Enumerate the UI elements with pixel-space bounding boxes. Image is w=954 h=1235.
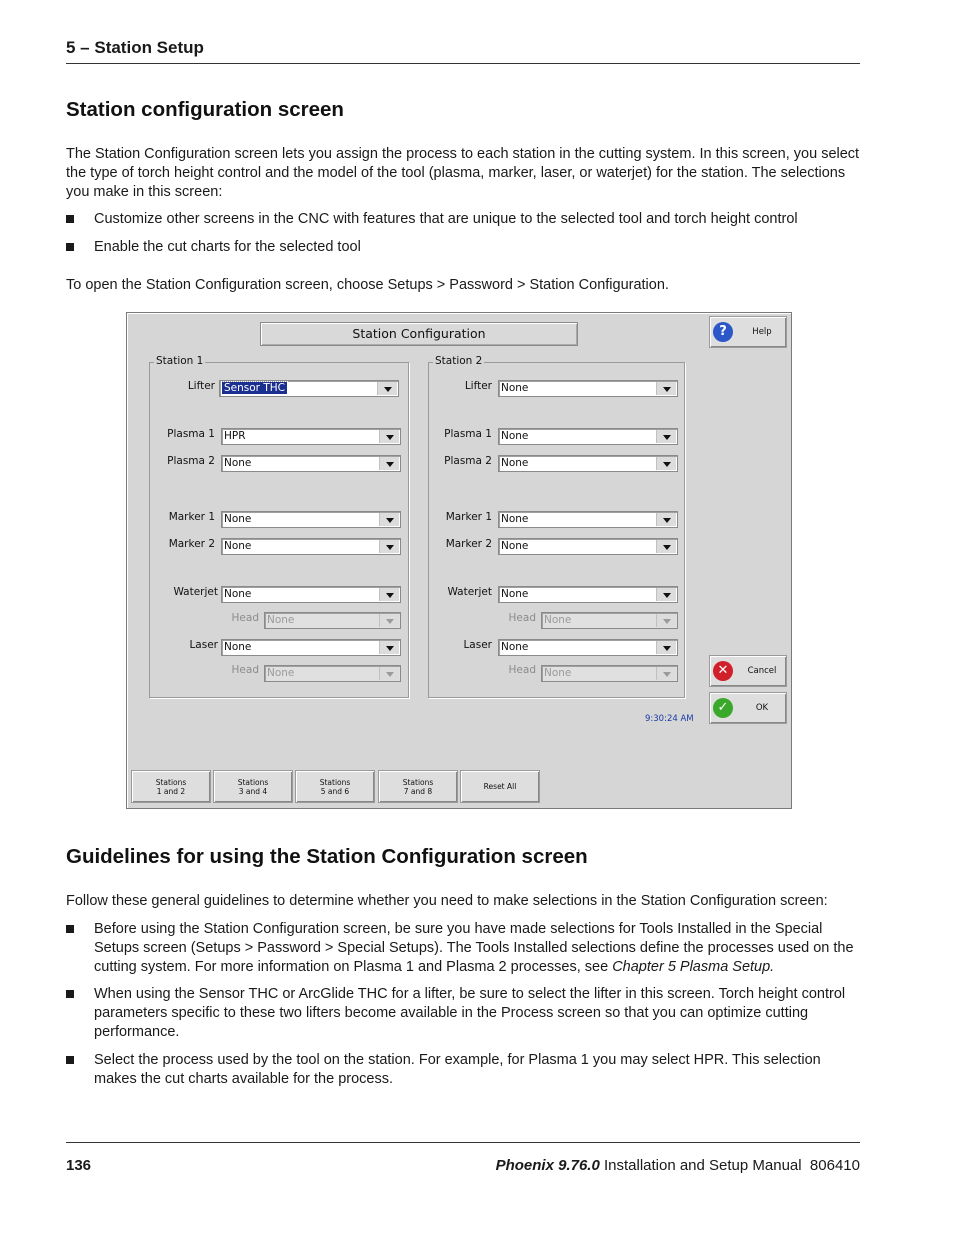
section-title: Guidelines for using the Station Configuration screen <box>66 845 588 868</box>
lifter-label: Lifter <box>464 380 492 392</box>
clock: 9:30:24 AM <box>645 714 694 724</box>
bullet-item <box>66 985 860 1041</box>
laser-head-label: Head <box>231 664 259 676</box>
select-value: None <box>224 588 252 600</box>
select-value: None <box>224 641 252 653</box>
footer-divider <box>66 1142 860 1143</box>
manual-name: Installation and Setup Manual 806410 <box>599 1157 860 1174</box>
plasma2-label: Plasma 2 <box>167 455 215 467</box>
station2-marker1-select[interactable] <box>498 511 678 528</box>
bullet-item <box>66 238 860 257</box>
guidelines-intro: Follow these general guidelines to determine whether you need to make selections in the Station Configuration screen: <box>66 893 828 909</box>
select-value: None <box>544 614 572 626</box>
chevron-down-icon <box>379 667 399 680</box>
station1-plasma2-select[interactable] <box>221 455 401 472</box>
tab-stations-3-4[interactable]: Stations 3 and 4 <box>213 770 293 803</box>
laser-label: Laser <box>463 639 492 651</box>
chevron-down-icon[interactable] <box>379 540 399 553</box>
ok-button[interactable] <box>709 692 787 724</box>
cancel-button-label: Cancel <box>747 666 777 676</box>
station-configuration-screenshot <box>126 312 792 809</box>
station2-marker2-select[interactable] <box>498 538 678 555</box>
bullet-marker <box>66 243 74 251</box>
lifter-label: Lifter <box>187 380 215 392</box>
station1-plasma1-select[interactable] <box>221 428 401 445</box>
page-number: 136 <box>66 1157 92 1174</box>
tab-stations-5-6[interactable]: Stations 5 and 6 <box>295 770 375 803</box>
help-icon: ? <box>713 322 733 342</box>
bullet-item <box>66 920 860 976</box>
chevron-down-icon <box>656 667 676 680</box>
select-value: None <box>501 588 529 600</box>
select-value: None <box>501 641 529 653</box>
select-value: None <box>224 513 252 525</box>
bullet-text: When using the Sensor THC or ArcGlide THC for a lifter, be sure to select the lifter in this screen. Torch height control parameters specific to these two lifters become available in the Process screen so that you can optimize cutting performance. <box>94 986 846 1040</box>
waterjet-label: Waterjet <box>173 586 218 598</box>
chevron-down-icon <box>379 614 399 627</box>
station2-laser-select[interactable] <box>498 639 678 656</box>
footer-title <box>496 1157 860 1174</box>
help-button-label: Help <box>752 327 772 337</box>
marker1-label: Marker 1 <box>445 511 492 523</box>
select-value: None <box>501 513 529 525</box>
chevron-down-icon[interactable] <box>656 641 676 654</box>
chevron-down-icon[interactable] <box>656 540 676 553</box>
station1-marker1-select[interactable] <box>221 511 401 528</box>
bullet-item <box>66 1051 860 1089</box>
station2-plasma2-select[interactable] <box>498 455 678 472</box>
marker2-label: Marker 2 <box>445 538 492 550</box>
bullet-marker <box>66 215 74 223</box>
station1-laser-head-select <box>264 665 401 682</box>
product-name: Phoenix 9.76.0 <box>495 1157 600 1174</box>
waterjet-head-label: Head <box>231 612 259 624</box>
plasma2-label: Plasma 2 <box>444 455 492 467</box>
bullet-text <box>94 920 860 976</box>
station1-waterjet-select[interactable] <box>221 586 401 603</box>
station2-waterjet-select[interactable] <box>498 586 678 603</box>
select-value: None <box>501 540 529 552</box>
bullet-marker <box>66 925 74 933</box>
chevron-down-icon[interactable] <box>656 513 676 526</box>
bullet-marker <box>66 990 74 998</box>
select-value: None <box>224 540 252 552</box>
open-instructions: To open the Station Configuration screen, choose Setups > Password > Station Configuration. <box>66 277 669 293</box>
select-value: None <box>501 457 529 469</box>
plasma1-label: Plasma 1 <box>167 428 215 440</box>
chevron-down-icon[interactable] <box>379 513 399 526</box>
select-value: Sensor THC <box>224 382 285 394</box>
station1-label: Station 1 <box>156 355 204 367</box>
bullet-text-main: Before using the Station Configuration screen, be sure you have made selections for Tools Installed in the Special Setups screen (Setups > Password > Special Setups). The Tools Installed selections define the processes used on the cutting system. For more information on Plasma 1 and Plasma 2 processes, see <box>94 921 854 975</box>
station1-laser-select[interactable] <box>221 639 401 656</box>
cancel-button[interactable] <box>709 655 787 687</box>
bullet-marker <box>66 1056 74 1064</box>
station2-waterjet-head-select <box>541 612 678 629</box>
select-value: None <box>501 382 529 394</box>
station2-plasma1-select[interactable] <box>498 428 678 445</box>
tab-stations-1-2[interactable]: Stations 1 and 2 <box>131 770 211 803</box>
tab-stations-7-8[interactable]: Stations 7 and 8 <box>378 770 458 803</box>
bullet-text: Select the process used by the tool on the station. For example, for Plasma 1 you may select HPR. This selection makes the cut charts available for the process. <box>94 1052 821 1087</box>
chevron-down-icon[interactable] <box>379 588 399 601</box>
chevron-down-icon[interactable] <box>656 457 676 470</box>
station2-lifter-select[interactable] <box>498 380 678 397</box>
bullet-text: Customize other screens in the CNC with features that are unique to the selected tool and torch height control <box>94 211 798 227</box>
select-value: None <box>267 667 295 679</box>
station1-marker2-select[interactable] <box>221 538 401 555</box>
select-value: None <box>267 614 295 626</box>
chevron-down-icon[interactable] <box>379 457 399 470</box>
waterjet-head-label: Head <box>508 612 536 624</box>
chevron-down-icon[interactable] <box>656 382 676 395</box>
help-button[interactable] <box>709 316 787 348</box>
checkmark-icon: ✓ <box>713 698 733 718</box>
chevron-down-icon[interactable] <box>379 641 399 654</box>
chapter-reference: Chapter 5 Plasma Setup. <box>612 958 775 975</box>
station1-lifter-select[interactable] <box>219 380 399 397</box>
reset-all-button[interactable]: Reset All <box>460 770 540 803</box>
chevron-down-icon[interactable] <box>656 430 676 443</box>
intro-paragraph: The Station Configuration screen lets you assign the process to each station in the cutting system. In this screen, you select the type of torch height control and the model of the tool (plasma, marker, laser, or waterjet) for the station. The selections you make in this screen: <box>66 146 860 200</box>
select-value: HPR <box>224 430 246 442</box>
close-icon: ✕ <box>713 661 733 681</box>
bullet-item <box>66 210 860 229</box>
section-title: Station configuration screen <box>66 98 344 121</box>
chevron-down-icon[interactable] <box>379 430 399 443</box>
station2-laser-head-select <box>541 665 678 682</box>
select-value: None <box>224 457 252 469</box>
bullet-text: Enable the cut charts for the selected tool <box>94 239 361 255</box>
chevron-down-icon[interactable] <box>377 382 397 395</box>
chevron-down-icon[interactable] <box>656 588 676 601</box>
select-value: None <box>544 667 572 679</box>
window-title: Station Configuration <box>260 322 578 346</box>
plasma1-label: Plasma 1 <box>444 428 492 440</box>
select-value: None <box>501 430 529 442</box>
marker1-label: Marker 1 <box>168 511 215 523</box>
laser-label: Laser <box>189 639 218 651</box>
waterjet-label: Waterjet <box>447 586 492 598</box>
station2-label: Station 2 <box>435 355 483 367</box>
laser-head-label: Head <box>508 664 536 676</box>
ok-button-label: OK <box>755 703 769 713</box>
marker2-label: Marker 2 <box>168 538 215 550</box>
chevron-down-icon <box>656 614 676 627</box>
running-header: 5 – Station Setup <box>66 38 860 64</box>
station1-waterjet-head-select <box>264 612 401 629</box>
